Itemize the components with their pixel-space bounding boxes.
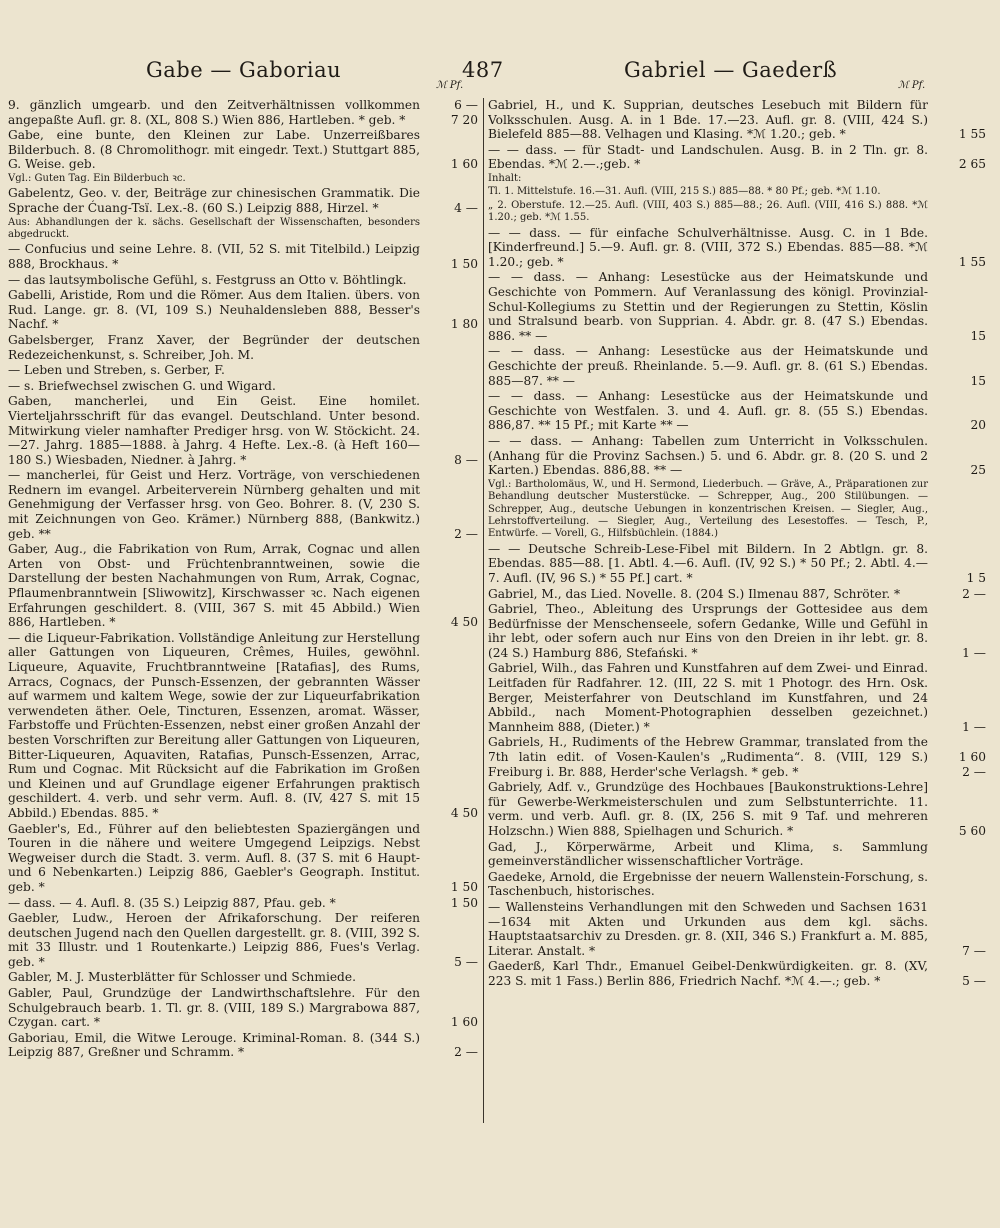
entry-price: 1 55	[958, 127, 986, 142]
entry-text: Gaber, Aug., die Fabrikation von Rum, Arrak, Cognac und allen Arten von Obst- und Früchtenbranntweinen, sowie die Darstellung der besten Nachahmungen von Rum, Arrak, Cognac, Pflaumenbranntwein [Sliwowitz], Kirschwasser ꝛc. Nach eigenen Erfahrungen geschildert. 8. (VIII, 367 S. mit 45 Abbild.) Wien 886, Hartleben. *	[8, 542, 420, 630]
entry-text: Gabriel, M., das Lied. Novelle. 8. (204 S.) Ilmenau 887, Schröter. *	[488, 586, 901, 601]
entry-price: 20	[970, 418, 986, 433]
catalog-entry	[8, 394, 478, 467]
entry-text: Gabriel, H., und K. Supprian, deutsches Lesebuch mit Bildern für Volksschulen. Ausg. A. in 1 Bde. 17.—23. Aufl. gr. 8. (VIII, 424 S.) Bielefeld 885—88. Velhagen und Klasing. *ℳ 1.20.; geb. *	[488, 98, 928, 142]
entry-text: — — Deutsche Schreib-Lese-Fibel mit Bildern. In 2 Abtlgn. gr. 8. Ebendas. 885—88. [1. Abtl. 4.—6. Aufl. (IV, 92 S.) * 50 Pf.; 2. Abtl. 4.—7. Aufl. (IV, 96 S.) * 55 Pf.] cart. *	[488, 541, 928, 585]
entry-text: — — dass. — Anhang: Lesestücke aus der Heimatskunde und Geschichte der preuß. Rheinlande. 5.—9. Aufl. gr. 8. (61 S.) Ebendas. 885—87. ** —	[488, 344, 928, 388]
catalog-entry	[488, 735, 986, 779]
entry-price: 15	[970, 328, 986, 343]
catalog-entry	[8, 986, 478, 1030]
entry-text: Gaebler, Ludw., Heroen der Afrikaforschung. Der reiferen deutschen Jugend nach den Quellen dargestellt. gr. 8. (VIII, 392 S. mit 33 Illustr. und 1 Routenkarte.) Leipzig 886, Fues's Verlag. geb. *	[8, 911, 421, 969]
entry-text: „ 2. Oberstufe. 12.—25. Aufl. (VIII, 403 S.) 885—88.; 26. Aufl. (VIII, 416 S.) 888. *ℳ 1.20.; geb. *ℳ 1.55.	[488, 199, 928, 224]
catalog-entry	[8, 970, 478, 985]
catalog-entry	[488, 434, 986, 478]
entry-text: — — dass. — für einfache Schulverhältnisse. Ausg. C. in 1 Bde. [Kinderfreund.] 5.—9. Aufl. gr. 8. (VIII, 372 S.) Ebendas. 885—88. *ℳ 1.20.; geb. *	[488, 225, 928, 269]
entry-price: 2 —	[962, 586, 986, 601]
entry-text: Gaedeke, Arnold, die Ergebnisse der neuern Wallenstein-Forschung, s. Taschenbuch, historisches.	[488, 869, 928, 899]
entry-text: Aus: Abhandlungen der k. sächs. Gesellschaft der Wissenschaften, besonders abgedruckt.	[8, 216, 420, 240]
entry-text: Gabelentz, Geo. v. der, Beiträge zur chinesischen Grammatik. Die Sprache der Ćuang-Tsï. Lex.-8. (60 S.) Leipzig 888, Hirzel. *	[8, 186, 420, 215]
price-units-left: ℳ Pf.	[436, 80, 464, 91]
entry-text: Gabelsberger, Franz Xaver, der Begründer der deutschen Redezeichenkunst, s. Schreiber, Joh. M.	[8, 332, 420, 362]
catalog-entry	[488, 587, 986, 602]
entry-price: 15	[970, 373, 986, 388]
catalog-entry	[8, 128, 478, 172]
catalog-entry	[488, 959, 986, 988]
catalog-entry	[488, 900, 986, 958]
entry-price: 1 5	[966, 570, 986, 585]
page-number: 487	[462, 58, 504, 82]
entry-price: 5 —	[454, 954, 478, 969]
catalog-entry	[8, 631, 478, 821]
entry-text: Gaboriau, Emil, die Witwe Lerouge. Kriminal-Roman. 8. (344 S.) Leipzig 887, Greßner und Schramm. *	[8, 1030, 420, 1060]
entry-text: — — dass. — Anhang: Lesestücke aus der Heimatskunde und Geschichte von Westfalen. 3. und 4. Aufl. gr. 8. (55 S.) Ebendas. 886,87. ** 15 Pf.; mit Karte ** —	[488, 389, 928, 433]
catalog-entry	[8, 288, 478, 332]
entry-text: — die Liqueur-Fabrikation. Vollständige Anleitung zur Herstellung aller Gattungen von Liqueuren, Crêmes, Huiles, gewöhnl. Liqueure, Aquavite, Fruchtbranntweine [Ratafias], des Rums, Arracs, Cognacs, der Punsch-Essenzen, der gebrannten Wässer auf warmem und kaltem Wege, sowie der zur Liqueurfabrikation verwendeten äther. Oele, Tincturen, Essenzen, aromat. Wässer, Farbstoffe und Früchten-Essenzen, nebst einer großen Anzahl der besten Vorschriften zur Bereitung aller Gattungen von Liqueuren, Bitter-Liqueuren, Aquaviten, Ratafias, Punsch-Essenzen, Arrac, Rum und Cognac. Mit Rücksicht auf die Fabrikation im Großen und Kleinen und auf Grundlage eigener Erfahrungen praktisch geschildert. 4. verb. und sehr verm. Aufl. 8. (IV, 427 S. mit 15 Abbild.) Ebendas. 885. *	[8, 630, 420, 820]
catalog-entry	[8, 333, 478, 362]
entry-price: 1 50	[450, 256, 478, 271]
catalog-entry	[8, 822, 478, 895]
catalog-entry	[488, 186, 986, 198]
entry-text: Inhalt:	[488, 172, 522, 184]
catalog-entry	[488, 344, 986, 388]
catalog-entry	[488, 389, 986, 433]
entry-price: 1 —	[962, 645, 986, 660]
catalog-entry	[488, 602, 986, 660]
catalog-entry	[488, 173, 986, 185]
price-units-right: ℳ Pf.	[898, 80, 926, 91]
column-divider	[483, 98, 484, 1123]
running-head-right-title: Gabriel — Gaederß	[624, 58, 838, 82]
entry-text: Vgl.: Guten Tag. Ein Bilderbuch ꝛc.	[8, 172, 186, 184]
entry-text: Gabler, M. J. Musterblätter für Schlosser und Schmiede.	[8, 970, 356, 985]
right-column	[488, 98, 986, 1210]
catalog-entry	[8, 363, 478, 378]
catalog-entry	[488, 98, 986, 142]
catalog-entry	[488, 479, 986, 541]
entry-price: 8 —	[454, 452, 478, 467]
catalog-entry	[8, 173, 478, 185]
entry-text: Gaederß, Karl Thdr., Emanuel Geibel-Denkwürdigkeiten. gr. 8. (XV, 223 S. mit 1 Fass.) Berlin 886, Friedrich Nachf. *ℳ 4.—.; geb. *	[488, 959, 928, 988]
entry-text: — mancherlei, für Geist und Herz. Vorträge, von verschiedenen Rednern im evangel. Arbeiterverein Nürnberg gehalten und mit Genehmigung der Verfasser hrsg. von Geo. Bohrer. 8. (V, 230 S. mit Zeichnungen von Geo. Krämer.) Nürnberg 888, (Bankwitz.) geb. **	[8, 468, 420, 541]
entry-price: 1 —	[962, 719, 986, 734]
entry-price: 1 55	[958, 254, 986, 269]
entry-text: — s. Briefwechsel zwischen G. und Wigard.	[8, 378, 276, 393]
catalog-entry	[8, 379, 478, 394]
catalog-entry	[488, 226, 986, 270]
entry-text: — Leben und Streben, s. Gerber, F.	[8, 363, 225, 378]
catalog-entry	[8, 98, 478, 127]
entry-price: 2 —	[454, 1045, 478, 1060]
entry-text: — — dass. — Anhang: Tabellen zum Unterricht in Volksschulen. (Anhang für die Provinz Sachsen.) 5. und 6. Abdr. gr. 8. (20 S. und 2 Karten.) Ebendas. 886,88. ** —	[488, 433, 928, 478]
catalog-entry	[8, 542, 478, 630]
entry-price: 25	[970, 463, 986, 478]
entry-text: Tl. 1. Mittelstufe. 16.—31. Aufl. (VIII, 215 S.) 885—88. * 80 Pf.; geb. *ℳ 1.10.	[488, 186, 881, 198]
catalog-entry	[8, 911, 478, 969]
catalog-entry	[488, 870, 986, 899]
running-head-left-title: Gabe — Gaboriau	[146, 58, 342, 82]
catalog-entry	[8, 1031, 478, 1060]
entry-text: Gad, J., Körperwärme, Arbeit und Klima, s. Sammlung gemeinverständlicher wissenschaftlicher Vorträge.	[488, 839, 928, 869]
catalog-entry	[8, 217, 478, 242]
catalog-entry	[488, 661, 986, 734]
entry-text: Gabriely, Adf. v., Grundzüge des Hochbaues [Baukonstruktions-Lehre] für Gewerbe-Werkmeisterschulen und zum Selbstunterrichte. 11. verm. und verb. Aufl. gr. 8. (IX, 256 S. mit 9 Taf. und mehreren Holzschn.) Wien 888, Spielhagen und Schurich. *	[488, 780, 928, 838]
entry-price: 2 65	[958, 157, 986, 172]
catalog-entry	[8, 273, 478, 288]
entry-text: Gabler, Paul, Grundzüge der Landwirthschaftslehre. Für den Schulgebrauch bearb. 1. Tl. gr. 8. (VIII, 189 S.) Margrabowa 887, Czygan. cart. *	[8, 986, 420, 1030]
entry-price: 4 50	[450, 805, 478, 820]
catalog-entry	[488, 143, 986, 172]
entry-text: Gabriels, H., Rudiments of the Hebrew Grammar, translated from the 7th latin edit. of Vosen-Kaulen's „Rudimenta“. 8. (VIII, 129 S.) Freiburg i. Br. 888, Herder'sche Verlagsh. * geb. *	[488, 735, 928, 779]
catalog-entry	[488, 200, 986, 225]
catalog-entry	[488, 542, 986, 586]
entry-text: Gabelli, Aristide, Rom und die Römer. Aus dem Italien. übers. von Rud. Lange. gr. 8. (VI, 109 S.) Neuhaldensleben 888, Besser's Nachf. *	[8, 288, 420, 332]
entry-price: 6 — 7 20	[450, 98, 478, 127]
entry-price: 1 80	[450, 317, 478, 332]
entry-price: 2 —	[454, 526, 478, 541]
entry-text: Gabriel, Wilh., das Fahren und Kunstfahren auf dem Zwei- und Einrad. Leitfaden für Radfahrer. 12. (III, 22 S. mit 1 Photogr. des Hrn. Osk. Berger, Meisterfahrer von Deutschland im Kunstfahren, und 24 Abbild., nach Moment-Photographien desselben gezeichnet.) Mannheim 888, (Dieter.) *	[488, 661, 928, 734]
left-column	[8, 98, 478, 1210]
entry-text: — — dass. — für Stadt- und Landschulen. Ausg. B. in 2 Tln. gr. 8. Ebendas. *ℳ 2.—.;geb. *	[488, 142, 928, 172]
entry-price: 1 60	[450, 1015, 478, 1030]
entry-text: — Confucius und seine Lehre. 8. (VII, 52 S. mit Titelbild.) Leipzig 888, Brockhaus. *	[8, 242, 420, 271]
entry-text: 9. gänzlich umgearb. und den Zeitverhältnissen vollkommen angepaßte Aufl. gr. 8. (XL, 808 S.) Wien 886, Hartleben. * geb. *	[8, 98, 420, 127]
entry-price: 4 —	[454, 200, 478, 215]
entry-text: — Wallensteins Verhandlungen mit den Schweden und Sachsen 1631—1634 mit Akten und Urkunden aus dem kgl. sächs. Hauptstaatsarchiv zu Dresden. gr. 8. (XII, 346 S.) Frankfurt a. M. 885, Literar. Anstalt. *	[488, 899, 928, 958]
entry-price: 5 60	[958, 824, 986, 838]
catalog-entry	[8, 186, 478, 215]
entry-text: — das lautsymbolische Gefühl, s. Festgruss an Otto v. Böhtlingk.	[8, 272, 407, 287]
entry-text: — — dass. — Anhang: Lesestücke aus der Heimatskunde und Geschichte von Pommern. Auf Veranlassung des königl. Provinzial-Schul-Kollegiums zu Stettin und der Regierungen zu Stettin, Köslin und Stralsund bearb. von Supprian. 4. Abdr. gr. 8. (47 S.) Ebendas. 886. ** —	[488, 270, 928, 343]
entry-price: 1 60	[450, 157, 478, 172]
entry-text: Gabriel, Theo., Ableitung des Ursprungs der Gottesidee aus dem Bedürfnisse der Menschenseele, sofern Gedanke, Wille und Gefühl in ihr lebt, oder sofern auch nur Eins von den Dreien in ihr lebt. gr. 8. (24 S.) Hamburg 886, Stefański. *	[488, 602, 928, 660]
entry-price: 1 60 2 —	[958, 750, 986, 779]
catalog-entry	[488, 270, 986, 343]
catalog-entry	[8, 896, 478, 911]
running-head	[0, 58, 1000, 92]
entry-price: 5 —	[962, 973, 986, 988]
catalog-entry	[8, 468, 478, 541]
entry-text: Vgl.: Bartholomäus, W., und H. Sermond, Liederbuch. — Gräve, A., Präparationen zur Behandlung deutscher Musterstücke. — Schrepper, Aug., 200 Stilübungen. — Schrepper, Aug., deutsche Uebungen in konzentrischen Kreisen. — Siegler, Aug., Lehrstoffverteilung. — Siegler, Aug., Verteilung des Lesestoffes. — Tesch, P., Entwürfe. — Vorell, G., Hilfsbüchlein. (1884.)	[488, 478, 928, 540]
entry-price: 1 50	[450, 879, 478, 894]
catalog-entry	[488, 780, 986, 838]
entry-text: Gabe, eine bunte, den Kleinen zur Labe. Unzerreißbares Bilderbuch. 8. (8 Chromolithogr. mit eingedr. Text.) Stuttgart 885, G. Weise. geb.	[8, 128, 420, 172]
entry-text: Gaben, mancherlei, und Ein Geist. Eine homilet. Vierteljahrsschrift für das evangel. Deutschland. Unter besond. Mitwirkung vieler namhafter Prediger hrsg. von W. Stöckicht. 24.—27. Jahrg. 1885—1888. à Jahrg. 4 Hefte. Lex.-8. (à Heft 160—180 S.) Wiesbaden, Niedner. à Jahrg. *	[8, 394, 420, 467]
catalog-entry	[488, 840, 986, 869]
entry-price: 4 50	[450, 615, 478, 630]
entry-text: — dass. — 4. Aufl. 8. (35 S.) Leipzig 887, Pfau. geb. *	[8, 895, 336, 910]
entry-text: Gaebler's, Ed., Führer auf den beliebtesten Spaziergängen und Touren in die nähere und weitere Umgegend Leipzigs. Nebst Wegweiser durch die Stadt. 3. verm. Aufl. 8. (37 S. mit 6 Haupt- und 6 Nebenkarten.) Leipzig 886, Gaebler's Geograph. Institut. geb. *	[8, 821, 420, 894]
catalog-entry	[8, 242, 478, 271]
entry-price: 1 50	[450, 895, 478, 910]
entry-price: 7 —	[962, 943, 986, 958]
